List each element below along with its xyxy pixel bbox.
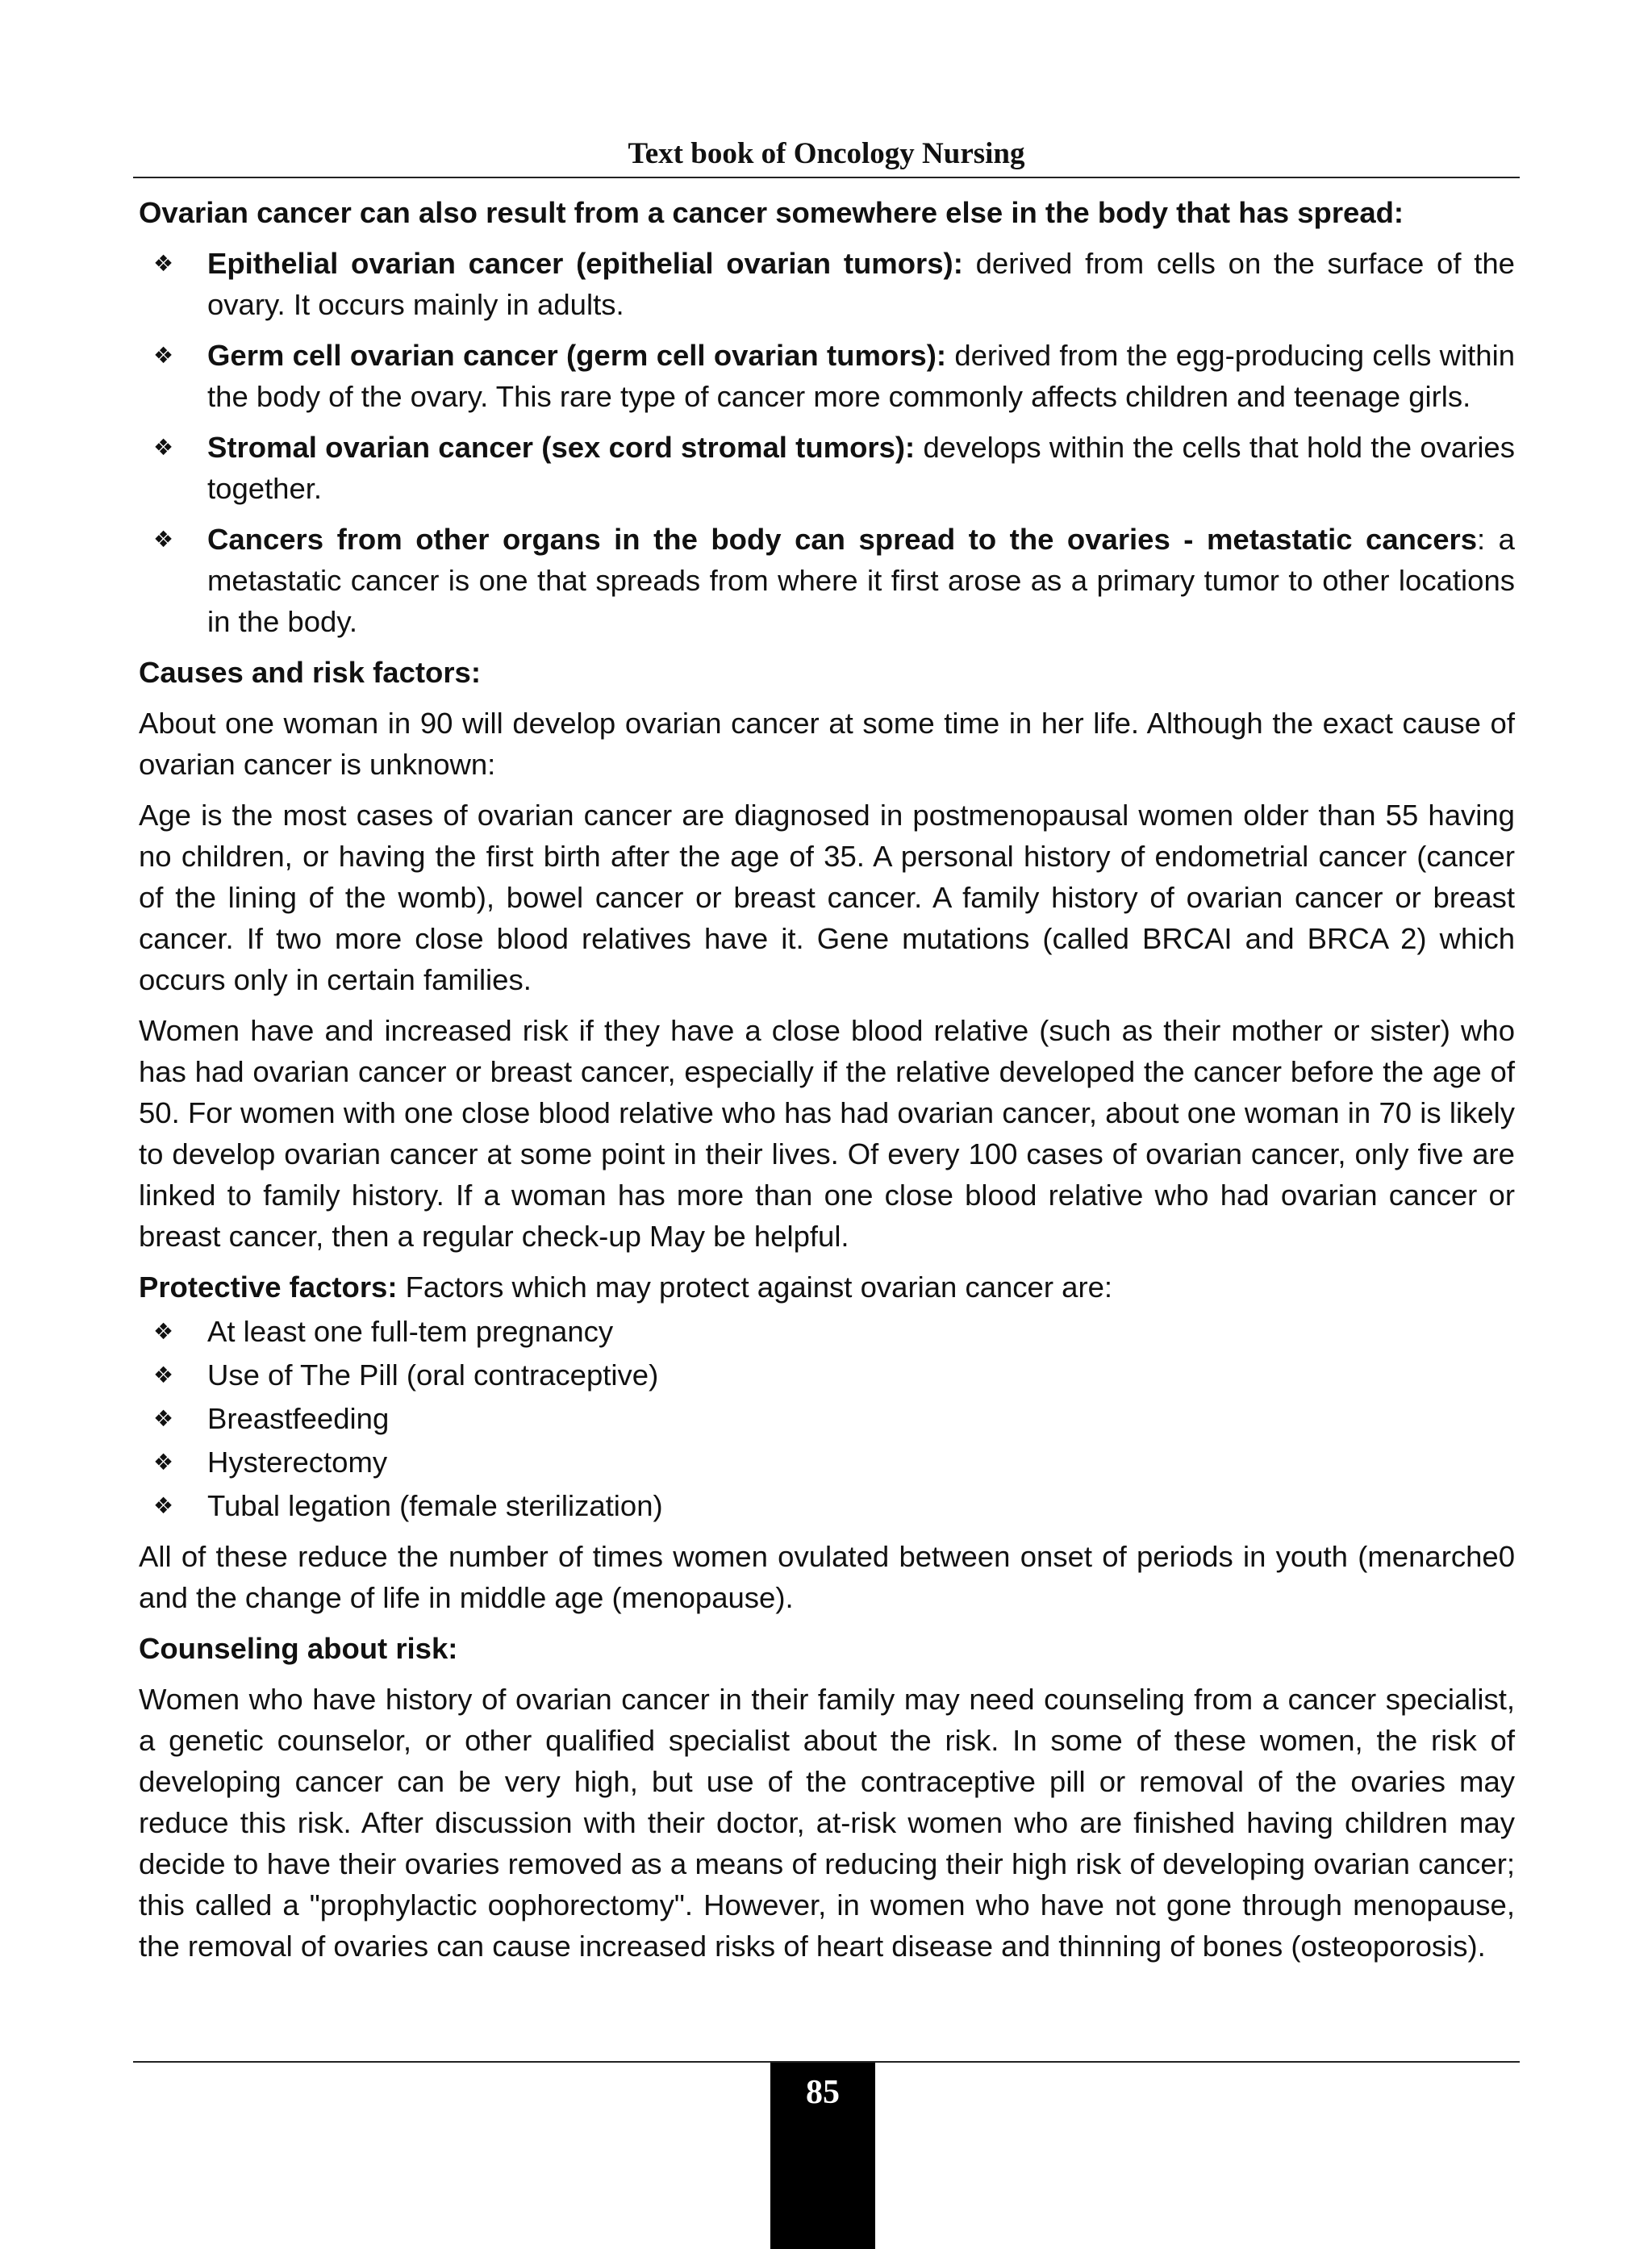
counseling-paragraph: Women who have history of ovarian cancer in their family may need counseling from a cancer specialist, a genetic counselor, or other qualified specialist about the risk. In some of these women, the risk of developing cancer can be very high, but use of the contraceptive pill or removal of the ovaries may reduce this risk. After discussion with their doctor, at-risk women who are finished having children may decide to have their ovaries removed as a means of reducing their high risk of developing ovarian cancer; this called a "prophylactic oophorectomy". However, in women who have not gone through menopause, the removal of ovaries can cause increased risks of heart disease and thinning of bones (osteoporosis). bbox=[139, 1683, 1515, 1963]
causes-paragraph-2: Age is the most cases of ovarian cancer are diagnosed in postmenopausal women older than 55 having no children, or having the first birth after the age of 35. A personal history of endometrial cancer (cancer of the lining of the womb), bowel cancer or breast cancer. A family history of ovarian cancer or breast cancer. If two more close blood relatives have it. Gene mutations (called BRCAI and BRCA 2) which occurs only in certain families. bbox=[139, 799, 1515, 996]
diamond-bullet-icon: ❖ bbox=[153, 1405, 174, 1432]
list-item-term: Cancers from other organs in the body can spread to the ovaries - metastatic cancers bbox=[207, 523, 1478, 556]
list-item-text: derived from the egg-producing cells within the body of the ovary. This rare type of cancer more commonly affects children and teenage girls. bbox=[207, 339, 1516, 413]
list-item bbox=[139, 1485, 1515, 1526]
list-item-text: : a metastatic cancer is one that spreads from where it first arose as a primary tumor to other locations in the body. bbox=[207, 523, 1515, 638]
list-item-text: develops within the cells that hold the ovaries together. bbox=[207, 431, 1515, 505]
list-item bbox=[139, 1311, 1515, 1352]
diamond-bullet-icon: ❖ bbox=[153, 526, 174, 553]
list-item bbox=[139, 1354, 1515, 1396]
list-item bbox=[139, 427, 1515, 509]
page-number-box bbox=[770, 2063, 875, 2249]
list-item-text: derived from cells on the surface of the ovary. It occurs mainly in adults. bbox=[207, 247, 1515, 321]
list-item-text: Breastfeeding bbox=[207, 1402, 390, 1435]
diamond-bullet-icon: ❖ bbox=[153, 342, 174, 369]
diamond-bullet-icon: ❖ bbox=[153, 434, 174, 461]
page-content bbox=[139, 192, 1515, 1976]
list-item bbox=[139, 1398, 1515, 1439]
list-item bbox=[139, 519, 1515, 642]
causes-heading: Causes and risk factors: bbox=[139, 656, 481, 689]
list-item-text: Tubal legation (female sterilization) bbox=[207, 1489, 663, 1522]
list-item bbox=[139, 1442, 1515, 1483]
diamond-bullet-icon: ❖ bbox=[153, 1449, 174, 1475]
diamond-bullet-icon: ❖ bbox=[153, 250, 174, 277]
list-item-term: Epithelial ovarian cancer (epithelial ovarian tumors): bbox=[207, 247, 963, 280]
header-divider bbox=[133, 177, 1520, 178]
list-item bbox=[139, 335, 1515, 417]
list-item-text: Hysterectomy bbox=[207, 1446, 388, 1479]
counseling-heading: Counseling about risk: bbox=[139, 1632, 458, 1665]
list-item-text: Use of The Pill (oral contraceptive) bbox=[207, 1358, 659, 1392]
diamond-bullet-icon: ❖ bbox=[153, 1318, 174, 1345]
page-header-title: Text book of Oncology Nursing bbox=[628, 137, 1025, 170]
list-item-term: Germ cell ovarian cancer (germ cell ovarian tumors): bbox=[207, 339, 947, 372]
protective-intro-text: Factors which may protect against ovarian cancer are: bbox=[397, 1271, 1113, 1304]
protective-intro bbox=[139, 1266, 1515, 1308]
protective-closing: All of these reduce the number of times women ovulated between onset of periods in youth (menarche0 and the change of life in middle age (menopause). bbox=[139, 1540, 1515, 1614]
diamond-bullet-icon: ❖ bbox=[153, 1492, 174, 1519]
list-item bbox=[139, 243, 1515, 325]
types-heading: Ovarian cancer can also result from a cancer somewhere else in the body that has spread: bbox=[139, 196, 1404, 229]
diamond-bullet-icon: ❖ bbox=[153, 1362, 174, 1388]
causes-paragraph-3: Women have and increased risk if they have a close blood relative (such as their mother or sister) who has had ovarian cancer or breast cancer, especially if the relative developed the cancer before the age of 50. For women with one close blood relative who has had ovarian cancer, about one woman in 70 is likely to develop ovarian cancer at some point in their lives. Of every 100 cases of ovarian cancer, only five are linked to family history. If a woman has more than one close blood relative who had ovarian cancer or breast cancer, then a regular check-up May be helpful. bbox=[139, 1014, 1515, 1253]
list-item-term: Stromal ovarian cancer (sex cord stromal tumors): bbox=[207, 431, 916, 464]
causes-paragraph-1: About one woman in 90 will develop ovarian cancer at some time in her life. Although the exact cause of ovarian cancer is unknown: bbox=[139, 707, 1515, 781]
page-number: 85 bbox=[806, 2074, 840, 2111]
protective-heading: Protective factors: bbox=[139, 1271, 398, 1304]
list-item-text: At least one full-tem pregnancy bbox=[207, 1315, 614, 1348]
